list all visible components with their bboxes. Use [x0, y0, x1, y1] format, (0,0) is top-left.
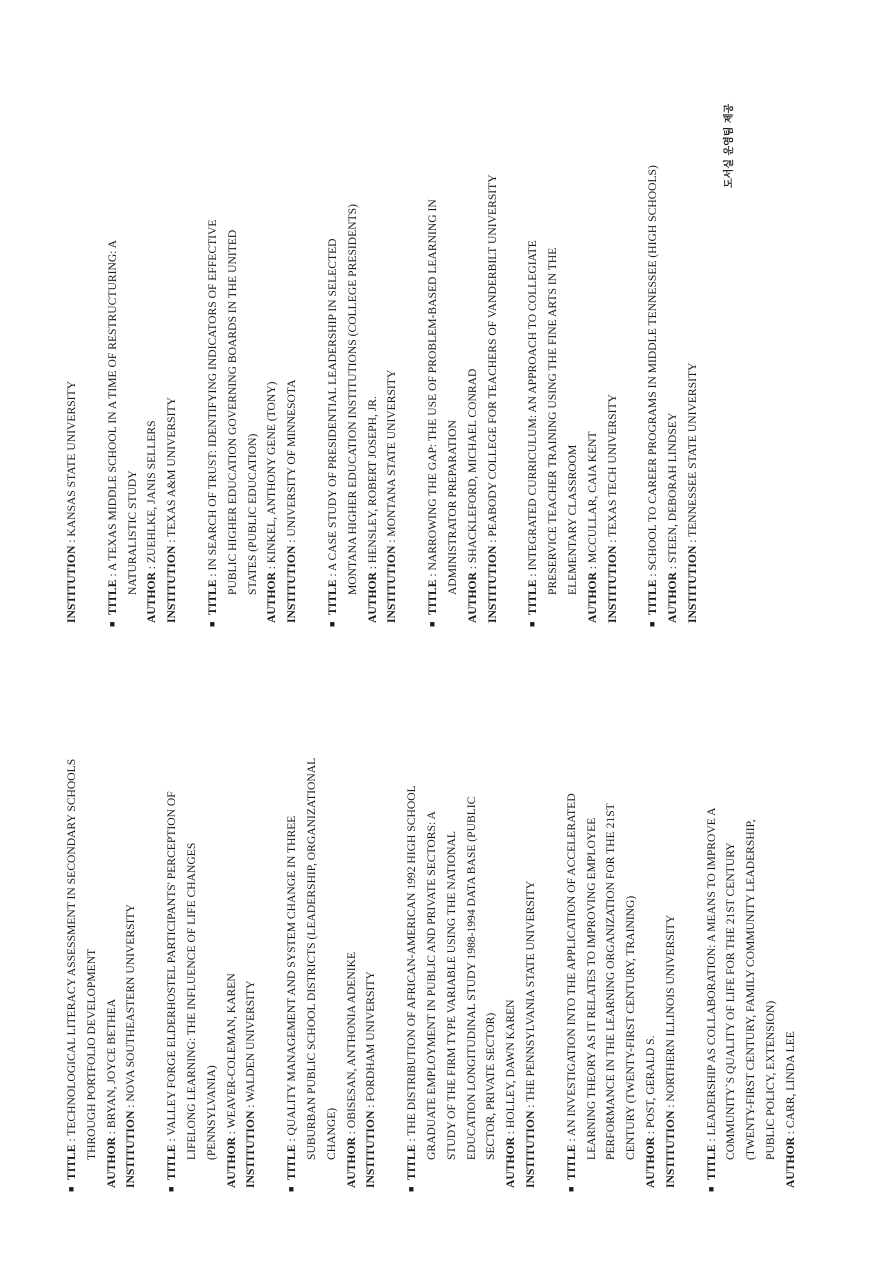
title-line-first: ■ TITLE : INTEGRATED CURRICULUM: AN APPROACH TO COLLEGIATE — [523, 63, 543, 623]
author-line: AUTHOR : SHACKLEFORD, MICHAEL CONRAD — [465, 368, 479, 623]
title-text: TECHNOLOGICAL LITERACY ASSESSMENT IN SECONDARY SCHOOLS — [65, 758, 78, 1136]
institution-value: THE PENNSYLVANIA STATE UNIVERSITY — [523, 880, 537, 1102]
title-label: TITLE — [405, 1144, 419, 1180]
title-line-cont — [322, 608, 342, 1188]
title-text: PRESERVICE TEACHER TRAINING USING THE FINE ARTS IN THE — [546, 247, 560, 595]
bullet-icon: ■ — [527, 621, 538, 627]
title-line-first: ■ TITLE : TECHNOLOGICAL LITERACY ASSESSMENT IN SECONDARY SCHOOLS — [62, 608, 82, 1188]
title-line-cont — [443, 63, 463, 623]
institution-value: MONTANA STATE UNIVERSITY — [385, 369, 399, 537]
title-label: TITLE — [325, 579, 339, 615]
author-line: AUTHOR : HOLLEY, DAWN KAREN — [504, 999, 518, 1188]
author-line: AUTHOR : CARR, LINDA LEE — [783, 1031, 797, 1188]
institution-label: INSTITUTION — [364, 1110, 378, 1188]
bullet-icon: ■ — [106, 621, 117, 627]
title-text: LEARNING THEORY AS IT RELATES TO IMPROVING EMPLOYEE — [584, 817, 598, 1160]
title-line-first: ■ TITLE : SCHOOL TO CAREER PROGRAMS IN MIDDLE TENNESSEE (HIGH SCHOOLS) — [643, 63, 663, 623]
title-text: SECTOR, PRIVATE SECTOR) — [484, 1012, 498, 1160]
title-text: (TWENTY-FIRST CENTURY, FAMILY COMMUNITY LEADERSHIP, — [744, 819, 758, 1160]
institution-line: INSTITUTION : NOVA SOUTHEASTERN UNIVERSITY — [124, 904, 138, 1188]
title-text: SCHOOL TO CAREER PROGRAMS IN MIDDLE TENNESSEE (HIGH SCHOOLS) — [646, 165, 660, 571]
title-text: GRADUATE EMPLOYMENT IN PUBLIC AND PRIVATE SECTORS: A — [424, 811, 438, 1160]
title-line-first: ■ TITLE : A TEXAS MIDDLE SCHOOL IN A TIME OF RESTRUCTURING: A — [103, 63, 123, 623]
author-line: AUTHOR : STEEN, DEBORAH LINDSEY — [666, 412, 680, 623]
title-line-cont — [182, 608, 202, 1188]
title-text: NATURALISTIC STUDY — [125, 470, 139, 595]
institution-value: KANSAS STATE UNIVERSITY — [65, 381, 78, 537]
author-line: AUTHOR : KINKEL, ANTHONY GENE (TONY) — [265, 381, 279, 623]
thesis-entry — [323, 63, 402, 627]
thesis-entry — [423, 63, 502, 627]
institution-line: INSTITUTION : TENNESSEE STATE UNIVERSITY — [685, 362, 699, 623]
title-label: TITLE — [704, 1144, 718, 1180]
author-label: AUTHOR — [585, 572, 599, 623]
author-line: AUTHOR : HENSLEY, ROBERT JOSEPH, JR. — [365, 396, 379, 623]
institution-label: INSTITUTION — [165, 545, 179, 623]
author-label: AUTHOR — [465, 572, 479, 623]
title-line-cont — [481, 608, 501, 1188]
title-text: COMMUNITY`S QUALITY OF LIFE FOR THE 21ST CENTURY — [724, 842, 738, 1160]
continued-institution: INSTITUTION : KANSAS STATE UNIVERSITY — [65, 381, 78, 623]
title-text: THROUGH PORTFOLIO DEVELOPMENT — [84, 948, 98, 1160]
institution-value: TENNESSEE STATE UNIVERSITY — [685, 362, 699, 537]
institution-label: INSTITUTION — [685, 545, 699, 623]
title-line-cont — [302, 608, 322, 1188]
thesis-entry — [62, 608, 141, 1192]
institution-line: INSTITUTION : NORTHERN ILLINOIS UNIVERSITY — [663, 914, 677, 1188]
title-text: THE DISTRIBUTION OF AFRICAN-AMERICAN 1992 HIGH SCHOOL — [405, 785, 419, 1136]
author-value: POST, GERALD S. — [643, 1035, 657, 1129]
title-text: AN INVESTIGATION INTO THE APPLICATION OF ACCELERATED — [564, 793, 578, 1137]
institution-line: INSTITUTION : TEXAS TECH UNIVERSITY — [605, 394, 619, 623]
bullet-icon: ■ — [565, 1186, 576, 1192]
title-text: A TEXAS MIDDLE SCHOOL IN A TIME OF RESTRUCTURING: A — [105, 239, 119, 572]
institution-line: INSTITUTION : TEXAS A&M UNIVERSITY — [165, 397, 179, 623]
title-line-cont — [243, 63, 263, 623]
title-text: LEADERSHIP AS COLLABORATION: A MEANS TO IMPROVE A — [704, 807, 718, 1136]
author-label: AUTHOR — [504, 1137, 518, 1188]
title-line-cont — [123, 63, 143, 623]
title-line-cont — [462, 608, 482, 1188]
thesis-entry — [162, 608, 261, 1192]
author-value: STEEN, DEBORAH LINDSEY — [666, 412, 680, 564]
title-line-cont — [543, 63, 563, 623]
bullet-icon: ■ — [286, 1186, 297, 1192]
bullet-icon: ■ — [66, 1186, 76, 1192]
author-value: OBISESAN, ANTHONIA ADENIKE — [344, 951, 358, 1129]
author-label: AUTHOR — [783, 1137, 797, 1188]
institution-value: TEXAS TECH UNIVERSITY — [605, 394, 619, 537]
institution-label: INSTITUTION — [605, 545, 619, 623]
title-line-cont — [563, 63, 583, 623]
title-text: MONTANA HIGHER EDUCATION INSTITUTIONS (COLLEGE PRESIDENTS) — [345, 204, 359, 595]
title-line-first: ■ TITLE : IN SEARCH OF TRUST: IDENTIFYING INDICATORS OF EFFECTIVE — [203, 63, 223, 623]
title-label: TITLE — [426, 579, 440, 615]
title-line-first: ■ TITLE : LEADERSHIP AS COLLABORATION: A MEANS TO IMPROVE A — [702, 608, 722, 1188]
author-line: AUTHOR : ZUEHLKE, JANIS SELLERS — [145, 420, 159, 623]
author-label: AUTHOR — [666, 572, 680, 623]
author-value: HOLLEY, DAWN KAREN — [504, 999, 518, 1129]
author-value: BRYAN, JOYCE BETHEA — [104, 998, 118, 1129]
bullet-icon: ■ — [406, 1186, 417, 1192]
title-line-cont — [721, 608, 741, 1188]
bullet-icon: ■ — [427, 621, 438, 627]
title-label: TITLE — [65, 1144, 78, 1180]
title-text: A CASE STUDY OF PRESIDENTIAL LEADERSHIP IN SELECTED — [325, 238, 339, 572]
institution-label: INSTITUTION — [65, 545, 78, 623]
title-line-cont — [223, 63, 243, 623]
author-label: AUTHOR — [145, 572, 159, 623]
title-line-cont — [621, 608, 641, 1188]
author-label: AUTHOR — [643, 1137, 657, 1188]
title-line-first: ■ TITLE : NARROWING THE GAP: THE USE OF PROBLEM-BASED LEARNING IN — [423, 63, 443, 623]
left-column — [62, 608, 822, 1192]
author-label: AUTHOR — [224, 1137, 238, 1188]
title-text: STUDY OF THE FIRM TYPE VARIABLE USING THE NATIONAL — [444, 831, 458, 1160]
institution-value: TEXAS A&M UNIVERSITY — [165, 397, 179, 537]
author-value: WEAVER-COLEMAN, KAREN — [224, 973, 238, 1129]
author-line: AUTHOR : POST, GERALD S. — [643, 1035, 657, 1188]
institution-label: INSTITUTION — [124, 1110, 138, 1188]
author-line: AUTHOR : BRYAN, JOYCE BETHEA — [104, 998, 118, 1188]
thesis-entry — [643, 63, 702, 627]
author-line: AUTHOR : OBISESAN, ANTHONIA ADENIKE — [344, 951, 358, 1188]
title-line-cont — [601, 608, 621, 1188]
author-value: KINKEL, ANTHONY GENE (TONY) — [265, 381, 279, 564]
author-label: AUTHOR — [265, 572, 279, 623]
title-line-first: ■ TITLE : A CASE STUDY OF PRESIDENTIAL LEADERSHIP IN SELECTED — [323, 63, 343, 623]
institution-label: INSTITUTION — [523, 1110, 537, 1188]
title-line-cont — [442, 608, 462, 1188]
title-label: TITLE — [564, 1144, 578, 1180]
bullet-icon: ■ — [705, 1186, 716, 1192]
thesis-entry — [562, 608, 681, 1192]
institution-line: INSTITUTION : PEABODY COLLEGE FOR TEACHERS OF VANDERBILT UNIVERSITY — [485, 174, 499, 623]
title-line-first: ■ TITLE : VALLEY FORGE ELDERHOSTEL PARTICIPANTS' PERCEPTION OF — [162, 608, 182, 1188]
author-value: HENSLEY, ROBERT JOSEPH, JR. — [365, 396, 379, 564]
institution-line: INSTITUTION : UNIVERSITY OF MINNESOTA — [285, 379, 299, 623]
author-line: AUTHOR : MCCULLAR, CAIA KENT — [585, 431, 599, 623]
institution-line: INSTITUTION : MONTANA STATE UNIVERSITY — [385, 369, 399, 623]
author-label: AUTHOR — [104, 1137, 118, 1188]
thesis-entry — [523, 63, 622, 627]
title-text: PUBLIC HIGHER EDUCATION GOVERNING BOARDS IN THE UNITED — [225, 229, 239, 595]
thesis-entry — [203, 63, 302, 627]
title-label: TITLE — [105, 579, 119, 615]
bullet-icon: ■ — [647, 621, 658, 627]
title-text: ELEMENTARY CLASSROOM — [565, 444, 579, 595]
institution-label: INSTITUTION — [385, 545, 399, 623]
institution-value: UNIVERSITY OF MINNESOTA — [285, 379, 299, 537]
title-label: TITLE — [285, 1144, 299, 1180]
title-text: (PENNSYLVANIA) — [204, 1065, 218, 1160]
bullet-icon: ■ — [206, 621, 217, 627]
title-label: TITLE — [526, 579, 540, 615]
title-line-cont — [741, 608, 761, 1188]
title-label: TITLE — [646, 579, 660, 615]
title-label: TITLE — [165, 1144, 179, 1180]
title-line-cont — [82, 608, 102, 1188]
institution-value: PEABODY COLLEGE FOR TEACHERS OF VANDERBILT UNIVERSITY — [485, 174, 499, 537]
institution-value: NORTHERN ILLINOIS UNIVERSITY — [663, 914, 677, 1102]
footer-credit: 도서실 운영팀 제공 — [724, 103, 735, 188]
institution-label: INSTITUTION — [285, 545, 299, 623]
title-text: ADMINISTRATOR PREPARATION — [445, 420, 459, 595]
author-value: CARR, LINDA LEE — [783, 1031, 797, 1129]
right-column — [62, 63, 724, 627]
author-value: ZUEHLKE, JANIS SELLERS — [145, 420, 159, 564]
title-text: STATES (PUBLIC EDUCATION) — [245, 433, 259, 595]
title-text: INTEGRATED CURRICULUM: AN APPROACH TO COLLEGIATE — [526, 240, 540, 571]
author-line: AUTHOR : WEAVER-COLEMAN, KAREN — [224, 973, 238, 1188]
title-text: EDUCATION LONGITUDINAL STUDY 1988-1994 DATA BASE (PUBLIC — [464, 796, 478, 1160]
institution-label: INSTITUTION — [663, 1110, 677, 1188]
bullet-icon: ■ — [166, 1186, 177, 1192]
institution-value: FORDHAM UNIVERSITY — [364, 971, 378, 1102]
title-line-cont — [422, 608, 442, 1188]
title-text: NARROWING THE GAP: THE USE OF PROBLEM-BASED LEARNING IN — [426, 199, 440, 571]
title-text: CHANGE) — [324, 1107, 338, 1160]
title-line-cont — [202, 608, 222, 1188]
bullet-icon: ■ — [326, 621, 337, 627]
title-text: QUALITY MANAGEMENT AND SYSTEM CHANGE IN THREE — [285, 815, 299, 1136]
title-line-cont — [343, 63, 363, 623]
title-text: CENTURY (TWENTY-FIRST CENTURY, TRAINING) — [624, 895, 638, 1160]
thesis-entry — [402, 608, 541, 1192]
title-text: IN SEARCH OF TRUST: IDENTIFYING INDICATORS OF EFFECTIVE — [205, 219, 219, 571]
institution-line: INSTITUTION : WALDEN UNIVERSITY — [244, 980, 258, 1188]
institution-label: INSTITUTION — [244, 1110, 258, 1188]
institution-line: INSTITUTION : THE PENNSYLVANIA STATE UNIVERSITY — [523, 880, 537, 1188]
institution-value: WALDEN UNIVERSITY — [244, 980, 258, 1102]
title-line-cont — [761, 608, 781, 1188]
title-line-first: ■ TITLE : QUALITY MANAGEMENT AND SYSTEM CHANGE IN THREE — [282, 608, 302, 1188]
author-value: MCCULLAR, CAIA KENT — [585, 431, 599, 564]
institution-label: INSTITUTION — [485, 545, 499, 623]
thesis-entry — [103, 63, 182, 627]
title-text: LIFELONG LEARNING: THE INFLUENCE OF LIFE CHANGES — [184, 842, 198, 1160]
title-text: SUBURBAN PUBLIC SCHOOL DISTRICTS (LEADERSHIP, ORGANIZATIONAL — [304, 757, 318, 1160]
title-line-first: ■ TITLE : AN INVESTIGATION INTO THE APPLICATION OF ACCELERATED — [562, 608, 582, 1188]
thesis-entry — [282, 608, 381, 1192]
title-line-cont — [582, 608, 602, 1188]
title-line-first: ■ TITLE : THE DISTRIBUTION OF AFRICAN-AMERICAN 1992 HIGH SCHOOL — [402, 608, 422, 1188]
title-text: PUBLIC POLICY, EXTENSION) — [763, 1000, 777, 1160]
institution-line: INSTITUTION : FORDHAM UNIVERSITY — [364, 971, 378, 1188]
title-text: PERFORMANCE IN THE LEARNING ORGANIZATION FOR THE 21ST — [604, 803, 618, 1160]
thesis-entry — [702, 608, 801, 1192]
author-label: AUTHOR — [344, 1137, 358, 1188]
author-value: SHACKLEFORD, MICHAEL CONRAD — [465, 368, 479, 564]
author-label: AUTHOR — [365, 572, 379, 623]
title-text: VALLEY FORGE ELDERHOSTEL PARTICIPANTS' PERCEPTION OF — [165, 791, 179, 1136]
institution-value: NOVA SOUTHEASTERN UNIVERSITY — [124, 904, 138, 1102]
title-label: TITLE — [205, 579, 219, 615]
